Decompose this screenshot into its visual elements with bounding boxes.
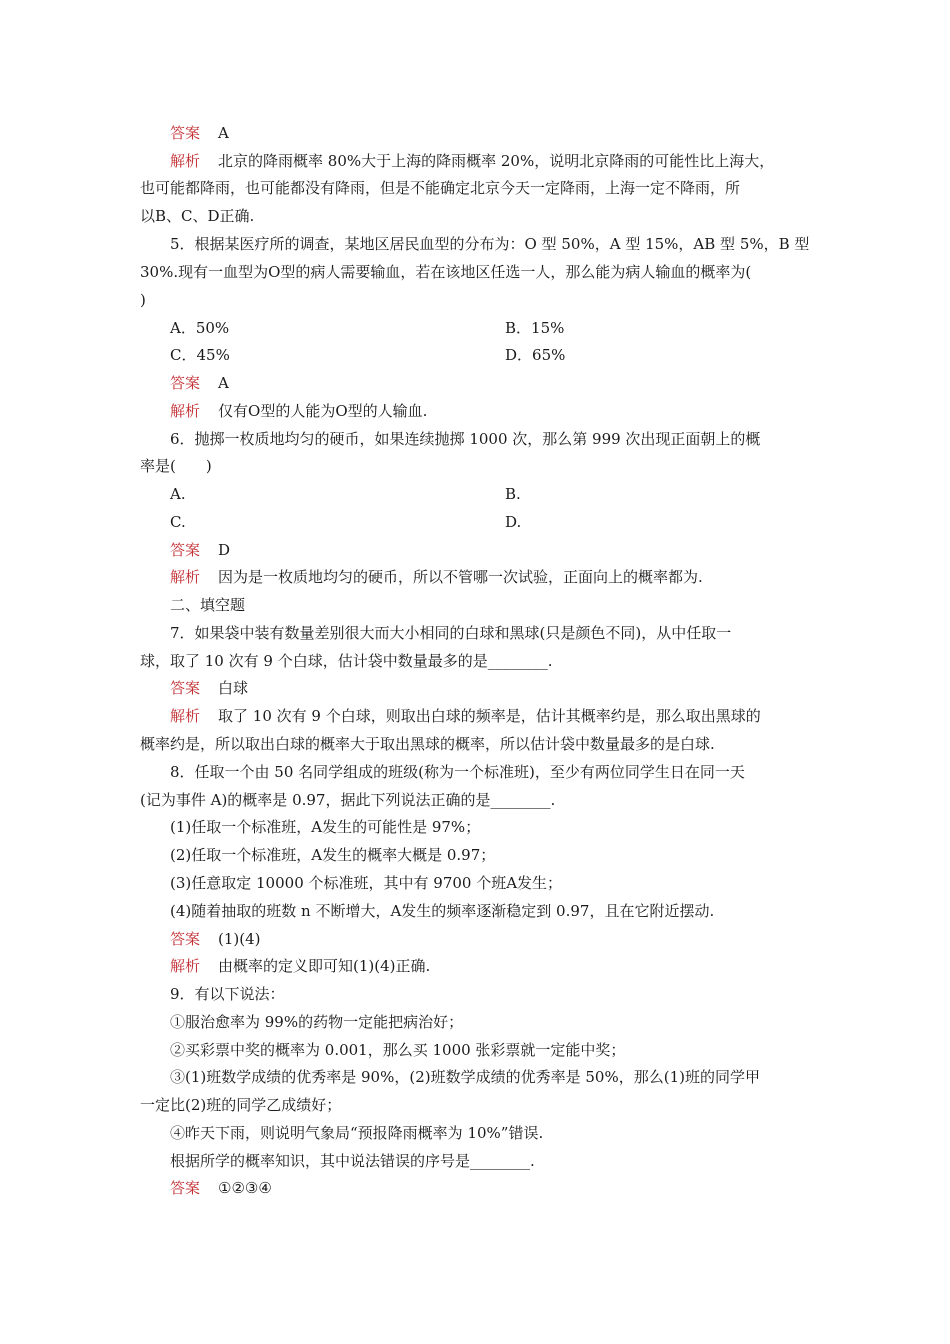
q9-statement-1: ①服治愈率为 99%的药物一定能把病治好； <box>170 1013 464 1031</box>
q6-option-a: A. <box>170 485 186 503</box>
answer-label: 答案 <box>170 374 201 392</box>
q4-analysis-line-1: 解析 北京的降雨概率 80%大于上海的降雨概率 20%，说明北京降雨的可能性比上海大， <box>170 152 775 170</box>
analysis-label: 解析 <box>170 568 201 586</box>
q9-statement-2: ②买彩票中奖的概率为 0.001，那么买 1000 张彩票就一定能中奖； <box>170 1041 626 1059</box>
q7-stem-line-2: 球，取了 10 次有 9 个白球，估计袋中数量最多的是________. <box>140 652 553 670</box>
q8-analysis: 解析 由概率的定义即可知(1)(4)正确. <box>170 957 431 975</box>
q8-answer: 答案 (1)(4) <box>170 930 261 948</box>
q8-stem-line-1: 8．任取一个由 50 名同学组成的班级(称为一个标准班)，至少有两位同学生日在同一天 <box>170 763 745 781</box>
analysis-label: 解析 <box>170 957 201 975</box>
q7-stem-line-1: 7．如果袋中装有数量差别很大而大小相同的白球和黑球(只是颜色不同)，从中任取一 <box>170 624 732 642</box>
q6-stem-line-1: 6．抛掷一枚质地均匀的硬币，如果连续抛掷 1000 次，那么第 999 次出现正面朝上的概 <box>170 430 761 448</box>
answer-label: 答案 <box>170 679 201 697</box>
q9-answer: 答案 ①②③④ <box>170 1179 272 1197</box>
answer-label: 答案 <box>170 124 201 142</box>
q4-analysis-line-3: 以B、C、D正确. <box>140 207 255 225</box>
answer-label: 答案 <box>170 930 201 948</box>
q7-analysis-line-2: 概率约是，所以取出白球的概率大于取出黑球的概率，所以估计袋中数量最多的是白球. <box>140 735 715 753</box>
q5-option-b: B．15% <box>505 319 565 337</box>
q9-statement-3-line-2: 一定比(2)班的同学乙成绩好； <box>140 1096 342 1114</box>
q8-stem-line-2: (记为事件 A)的概率是 0.97，据此下列说法正确的是________. <box>140 791 556 809</box>
q8-statement-2: (2)任取一个标准班，A发生的概率大概是 0.97； <box>170 846 496 864</box>
q8-statement-3: (3)任意取定 10000 个标准班，其中有 9700 个班A发生； <box>170 874 563 892</box>
q5-option-c: C．45% <box>170 346 230 364</box>
q5-stem-line-1: 5．根据某医疗所的调查，某地区居民血型的分布为：O 型 50%，A 型 15%，AB 型 5%，B 型 <box>170 235 810 253</box>
q5-stem-line-2: 30%.现有一血型为O型的病人需要输血，若在该地区任选一人，那么能为病人输血的概率为( <box>140 263 752 281</box>
q7-answer: 答案 白球 <box>170 679 249 697</box>
q9-statement-4: ④昨天下雨，则说明气象局“预报降雨概率为 10%”错误. <box>170 1124 544 1142</box>
q9-statement-3-line-1: ③(1)班数学成绩的优秀率是 90%，(2)班数学成绩的优秀率是 50%，那么(1)班的同学甲 <box>170 1068 760 1086</box>
q5-option-d: D．65% <box>505 346 566 364</box>
q4-analysis-line-2: 也可能都降雨，也可能都没有降雨，但是不能确定北京今天一定降雨，上海一定不降雨，所 <box>140 179 741 197</box>
q6-answer: 答案 D <box>170 541 231 559</box>
q8-statement-4: (4)随着抽取的班数 n 不断增大，A发生的频率逐渐稳定到 0.97，且在它附近摆动. <box>170 902 715 920</box>
analysis-label: 解析 <box>170 402 201 420</box>
section-heading: 二、填空题 <box>170 596 246 614</box>
answer-label: 答案 <box>170 541 201 559</box>
analysis-label: 解析 <box>170 707 201 725</box>
q5-option-a: A．50% <box>170 319 230 337</box>
q6-stem-line-2: 率是( ) <box>140 457 212 475</box>
q6-option-c: C. <box>170 513 186 531</box>
q9-stem: 9．有以下说法： <box>170 985 285 1003</box>
q5-stem-line-3: ) <box>140 291 146 309</box>
q9-question: 根据所学的概率知识，其中说法错误的序号是________. <box>170 1152 535 1170</box>
q4-answer: 答案 A <box>170 124 229 142</box>
analysis-label: 解析 <box>170 152 201 170</box>
answer-label: 答案 <box>170 1179 201 1197</box>
q8-statement-1: (1)任取一个标准班，A发生的可能性是 97%； <box>170 818 481 836</box>
q6-option-d: D. <box>505 513 522 531</box>
q5-analysis: 解析 仅有O型的人能为O型的人输血. <box>170 402 428 420</box>
q6-analysis: 解析 因为是一枚质地均匀的硬币，所以不管哪一次试验，正面向上的概率都为. <box>170 568 703 586</box>
q6-option-b: B. <box>505 485 521 503</box>
q5-answer: 答案 A <box>170 374 229 392</box>
q7-analysis-line-1: 解析 取了 10 次有 9 个白球，则取出白球的频率是，估计其概率约是，那么取出黑球的 <box>170 707 761 725</box>
